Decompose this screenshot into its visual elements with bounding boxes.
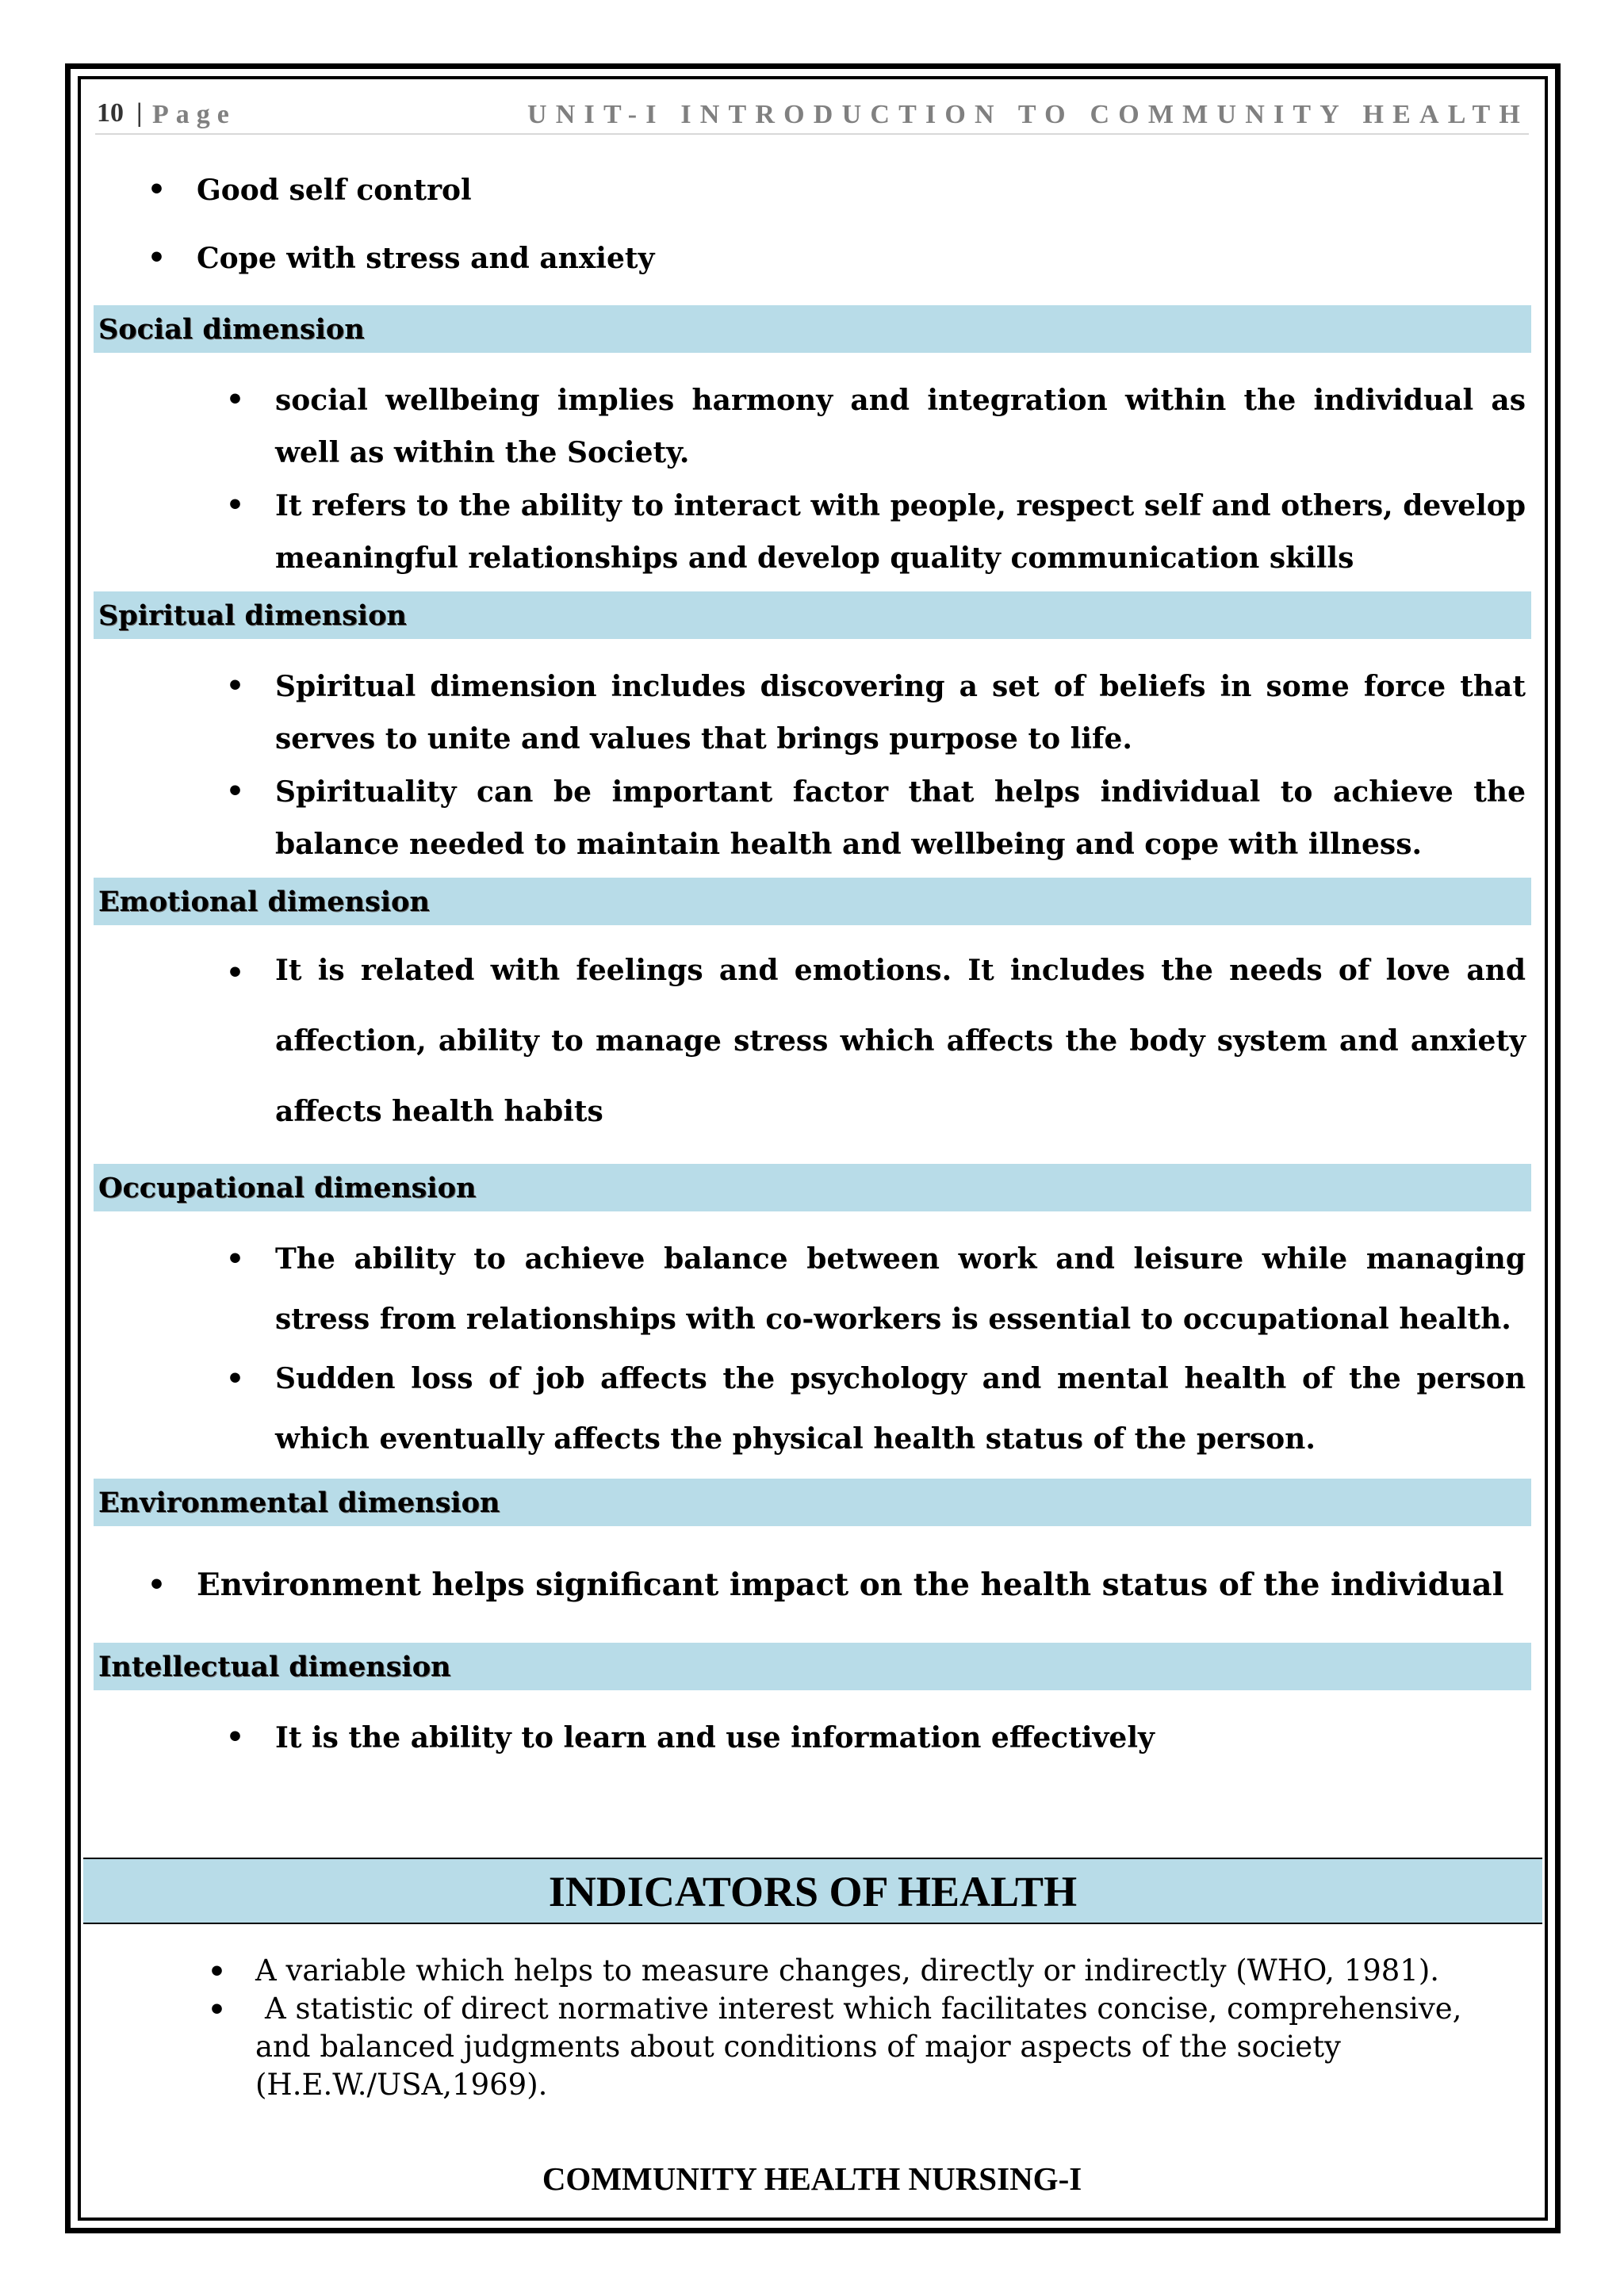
indicators-heading: INDICATORS OF HEALTH	[548, 1868, 1078, 1915]
indicators-heading-bar	[83, 1858, 1542, 1924]
section-bar-environmental	[94, 1479, 1531, 1526]
section-title-spiritual: Spiritual dimension	[98, 599, 407, 632]
intro-bullet-2: Cope with stress and anxiety	[197, 242, 655, 275]
section-title-occupational: Occupational dimension	[98, 1172, 477, 1204]
section-bar-social	[94, 305, 1531, 353]
indicator-bullet-2: A statistic of direct normative interest which facilitates concise, comprehensive, and balanced judgments about conditions of major aspects of the society (H.E.W./USA,1969).	[255, 1992, 1462, 2102]
intellectual-bullet-1: It is the ability to learn and use information effectively	[275, 1721, 1155, 1755]
section-bar-intellectual	[94, 1643, 1531, 1690]
section-bar-occupational	[94, 1164, 1531, 1211]
bullet-dot: •	[147, 174, 167, 206]
page-separator: |	[136, 98, 143, 128]
bullet-dot: •	[226, 1363, 245, 1395]
occupational-bullet-1: The ability to achieve balance between work and leisure while managing stress from relationships with co-workers is essential to occupational health.	[275, 1242, 1526, 1336]
section-title-social: Social dimension	[98, 313, 365, 346]
section-bar-emotional	[94, 878, 1531, 925]
bullet-dot: •	[208, 1994, 227, 2026]
intro-bullet-1: Good self control	[197, 174, 472, 207]
section-bar-spiritual	[94, 591, 1531, 639]
page-number: 10	[97, 98, 124, 128]
page-label: Page	[152, 100, 236, 129]
bullet-dot: •	[226, 489, 245, 522]
section-title-environmental: Environmental dimension	[98, 1487, 500, 1519]
emotional-bullet-1: It is related with feelings and emotions. It includes the needs of love and affection, ability to manage stress which affects the body system and anxiety affects health habits	[275, 954, 1526, 1128]
bullet-dot: •	[147, 1569, 167, 1601]
bullet-dot: •	[226, 384, 245, 416]
bullet-dot: •	[226, 670, 245, 702]
section-title-intellectual: Intellectual dimension	[98, 1651, 451, 1683]
spiritual-bullet-1: Spiritual dimension includes discovering a set of beliefs in some force that serves to unite and values that brings purpose to life.	[275, 670, 1526, 756]
unit-title: UNIT-I INTRODUCTION TO COMMUNITY HEALTH	[527, 100, 1530, 129]
page-header	[95, 95, 1529, 135]
social-bullet-2: It refers to the ability to interact with people, respect self and others, develop meaningful relationships and develop quality communication skills	[275, 489, 1526, 575]
bullet-dot: •	[226, 1721, 245, 1754]
social-bullet-1: social wellbeing implies harmony and integration within the individual as well as within the Society.	[275, 384, 1526, 469]
bullet-dot: •	[147, 242, 167, 274]
indicator-bullet-1: A variable which helps to measure changes, directly or indirectly (WHO, 1981).	[255, 1954, 1440, 1988]
bullet-dot: •	[226, 1243, 245, 1276]
spiritual-bullet-2: Spirituality can be important factor that helps individual to achieve the balance needed to maintain health and wellbeing and cope with illness.	[275, 775, 1526, 861]
section-title-emotional: Emotional dimension	[98, 886, 430, 918]
occupational-bullet-2: Sudden loss of job affects the psychology and mental health of the person which eventually affects the physical health status of the person.	[275, 1362, 1526, 1456]
bullet-dot: •	[208, 1956, 227, 1988]
bullet-dot: •	[226, 957, 245, 989]
environmental-bullet-1: Environment helps significant impact on the health status of the individual	[197, 1567, 1504, 1603]
bullet-dot: •	[226, 775, 245, 808]
page-footer: COMMUNITY HEALTH NURSING-I	[542, 2160, 1082, 2197]
